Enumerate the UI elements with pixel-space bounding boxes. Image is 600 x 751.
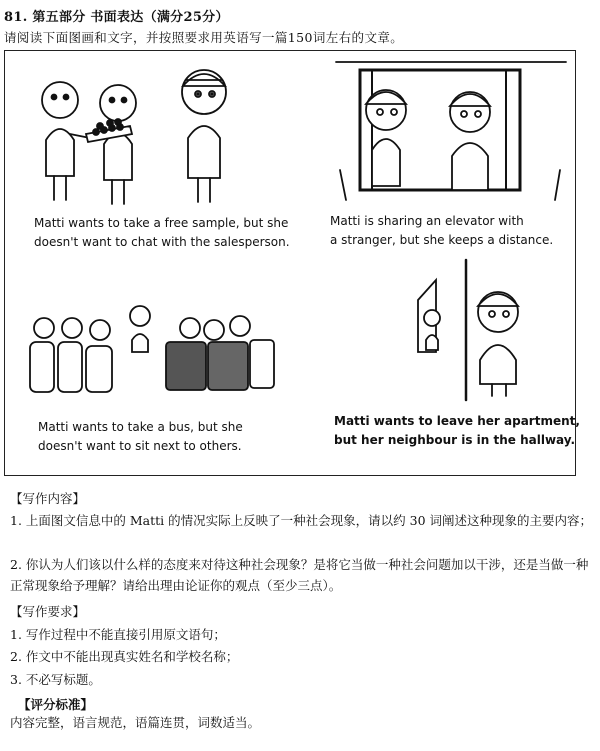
panel4-caption-line2: but her neighbour is in the hallway.	[334, 433, 576, 447]
panel3-caption-line2: doesn't want to sit next to others.	[38, 439, 242, 453]
panel2-elevator	[336, 62, 566, 200]
panel4-caption-line1: Matti wants to leave her apartment,	[334, 414, 580, 428]
scoring-title: 【评分标准】	[18, 697, 94, 712]
panel2-caption-line2: a stranger, but she keeps a distance.	[330, 233, 554, 247]
writing-content-item1: 1. 上面图文信息中的 Matti 的情况实际上反映了一种社会现象，请以约 30 词阐述这种现象的主要内容；	[10, 513, 592, 528]
panel1-figures	[42, 70, 226, 204]
instruction-text: 请阅读下面图画和文字，并按照要求用英语写一篇150词左右的文章。	[4, 30, 404, 45]
requirement-item2: 2. 作文中不能出现真实姓名和学校名称；	[10, 649, 239, 664]
panel3-caption	[38, 418, 243, 456]
panel1-caption-line1: Matti wants to take a free sample, but she	[34, 216, 289, 230]
scoring-text: 内容完整，语言规范，语篇连贯，词数适当。	[10, 715, 261, 730]
requirement-item1: 1. 写作过程中不能直接引用原文语句；	[10, 627, 226, 642]
panel2-caption	[330, 212, 553, 250]
writing-content-title: 【写作内容】	[10, 491, 86, 506]
writing-requirements-title: 【写作要求】	[10, 604, 86, 619]
panel4-caption	[334, 412, 580, 450]
writing-content-item2: 2. 你认为人们该以什么样的态度来对待这种社会现象？是将它当做一种社会问题加以干涉，还是当做一种正常现象给予理解？请给出理由论证你的观点（至少三点）。	[10, 557, 589, 593]
requirement-item3: 3. 不必写标题。	[10, 672, 101, 687]
panel4-hallway	[418, 260, 518, 400]
panel3-bus	[30, 306, 274, 392]
panel3-caption-line1: Matti wants to take a bus, but she	[38, 420, 243, 434]
panel1-caption-line2: doesn't want to chat with the salesperson.	[34, 235, 290, 249]
panel2-caption-line1: Matti is sharing an elevator with	[330, 214, 524, 228]
question-header: 81. 第五部分 书面表达（满分25分）	[4, 10, 229, 25]
panel1-caption	[34, 214, 290, 252]
